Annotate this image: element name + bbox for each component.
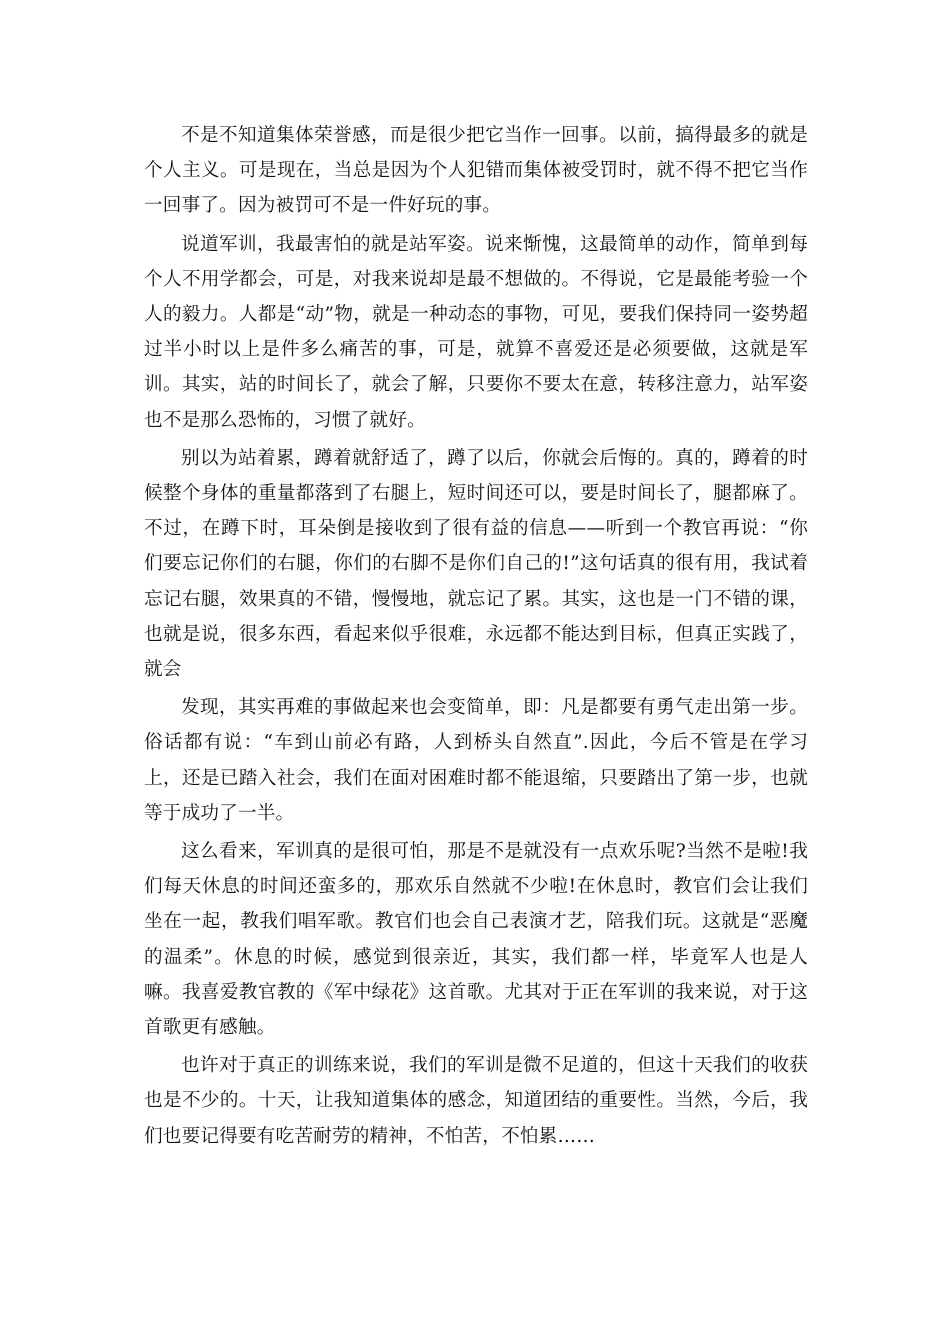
paragraph-4: 发现，其实再难的事做起来也会变简单，即：凡是都要有勇气走出第一步。俗话都有说：“车到山前必有路，人到桥头自然直”.因此，今后不管是在学习上，还是已踏入社会，我们在面对困难时都不能退缩，只要踏出了第一步，也就等于成功了一半。 — [144, 697, 808, 824]
paragraph-3: 别以为站着累，蹲着就舒适了，蹲了以后，你就会后悔的。真的，蹲着的时候整个身体的重量都落到了右腿上，短时间还可以，要是时间长了，腿都麻了。不过，在蹲下时，耳朵倒是接收到了很有益的信息——听到一个教官再说：“你们要忘记你们的右腿，你们的右脚不是你们自己的!”这句话真的很有用，我试着忘记右腿，效果真的不错，慢慢地，就忘记了累。其实，这也是一门不错的课，也就是说，很多东西，看起来似乎很难，永远都不能达到目标，但真正实践了，就会 — [144, 447, 808, 681]
paragraph-5: 这么看来，军训真的是很可怕，那是不是就没有一点欢乐呢?当然不是啦!我们每天休息的时间还蛮多的，那欢乐自然就不少啦!在休息时，教官们会让我们坐在一起，教我们唱军歌。教官们也会自己表演才艺，陪我们玩。这就是“恶魔的温柔”。休息的时候，感觉到很亲近，其实，我们都一样，毕竟军人也是人嘛。我喜爱教官教的《军中绿花》这首歌。尤其对于正在军训的我来说，对于这首歌更有感触。 — [144, 841, 808, 1039]
paragraph-6: 也许对于真正的训练来说，我们的军训是微不足道的，但这十天我们的收获也是不少的。十天，让我知道集体的感念，知道团结的重要性。当然，今后，我们也要记得要有吃苦耐劳的精神，不怕苦，不怕累…… — [144, 1055, 808, 1147]
document-body — [144, 118, 808, 1157]
paragraph-2: 说道军训，我最害怕的就是站军姿。说来惭愧，这最简单的动作，简单到每个人不用学都会，可是，对我来说却是最不想做的。不得说，它是最能考验一个人的毅力。人都是“动”物，就是一种动态的事物，可见，要我们保持同一姿势超过半小时以上是件多么痛苦的事，可是，就算不喜爱还是必须要做，这就是军训。其实，站的时间长了，就会了解，只要你不要太在意，转移注意力，站军姿也不是那么恐怖的，习惯了就好。 — [144, 233, 808, 431]
paragraph-1: 不是不知道集体荣誉感，而是很少把它当作一回事。以前，搞得最多的就是个人主义。可是现在，当总是因为个人犯错而集体被受罚时，就不得不把它当作一回事了。因为被罚可不是一件好玩的事。 — [144, 125, 808, 217]
